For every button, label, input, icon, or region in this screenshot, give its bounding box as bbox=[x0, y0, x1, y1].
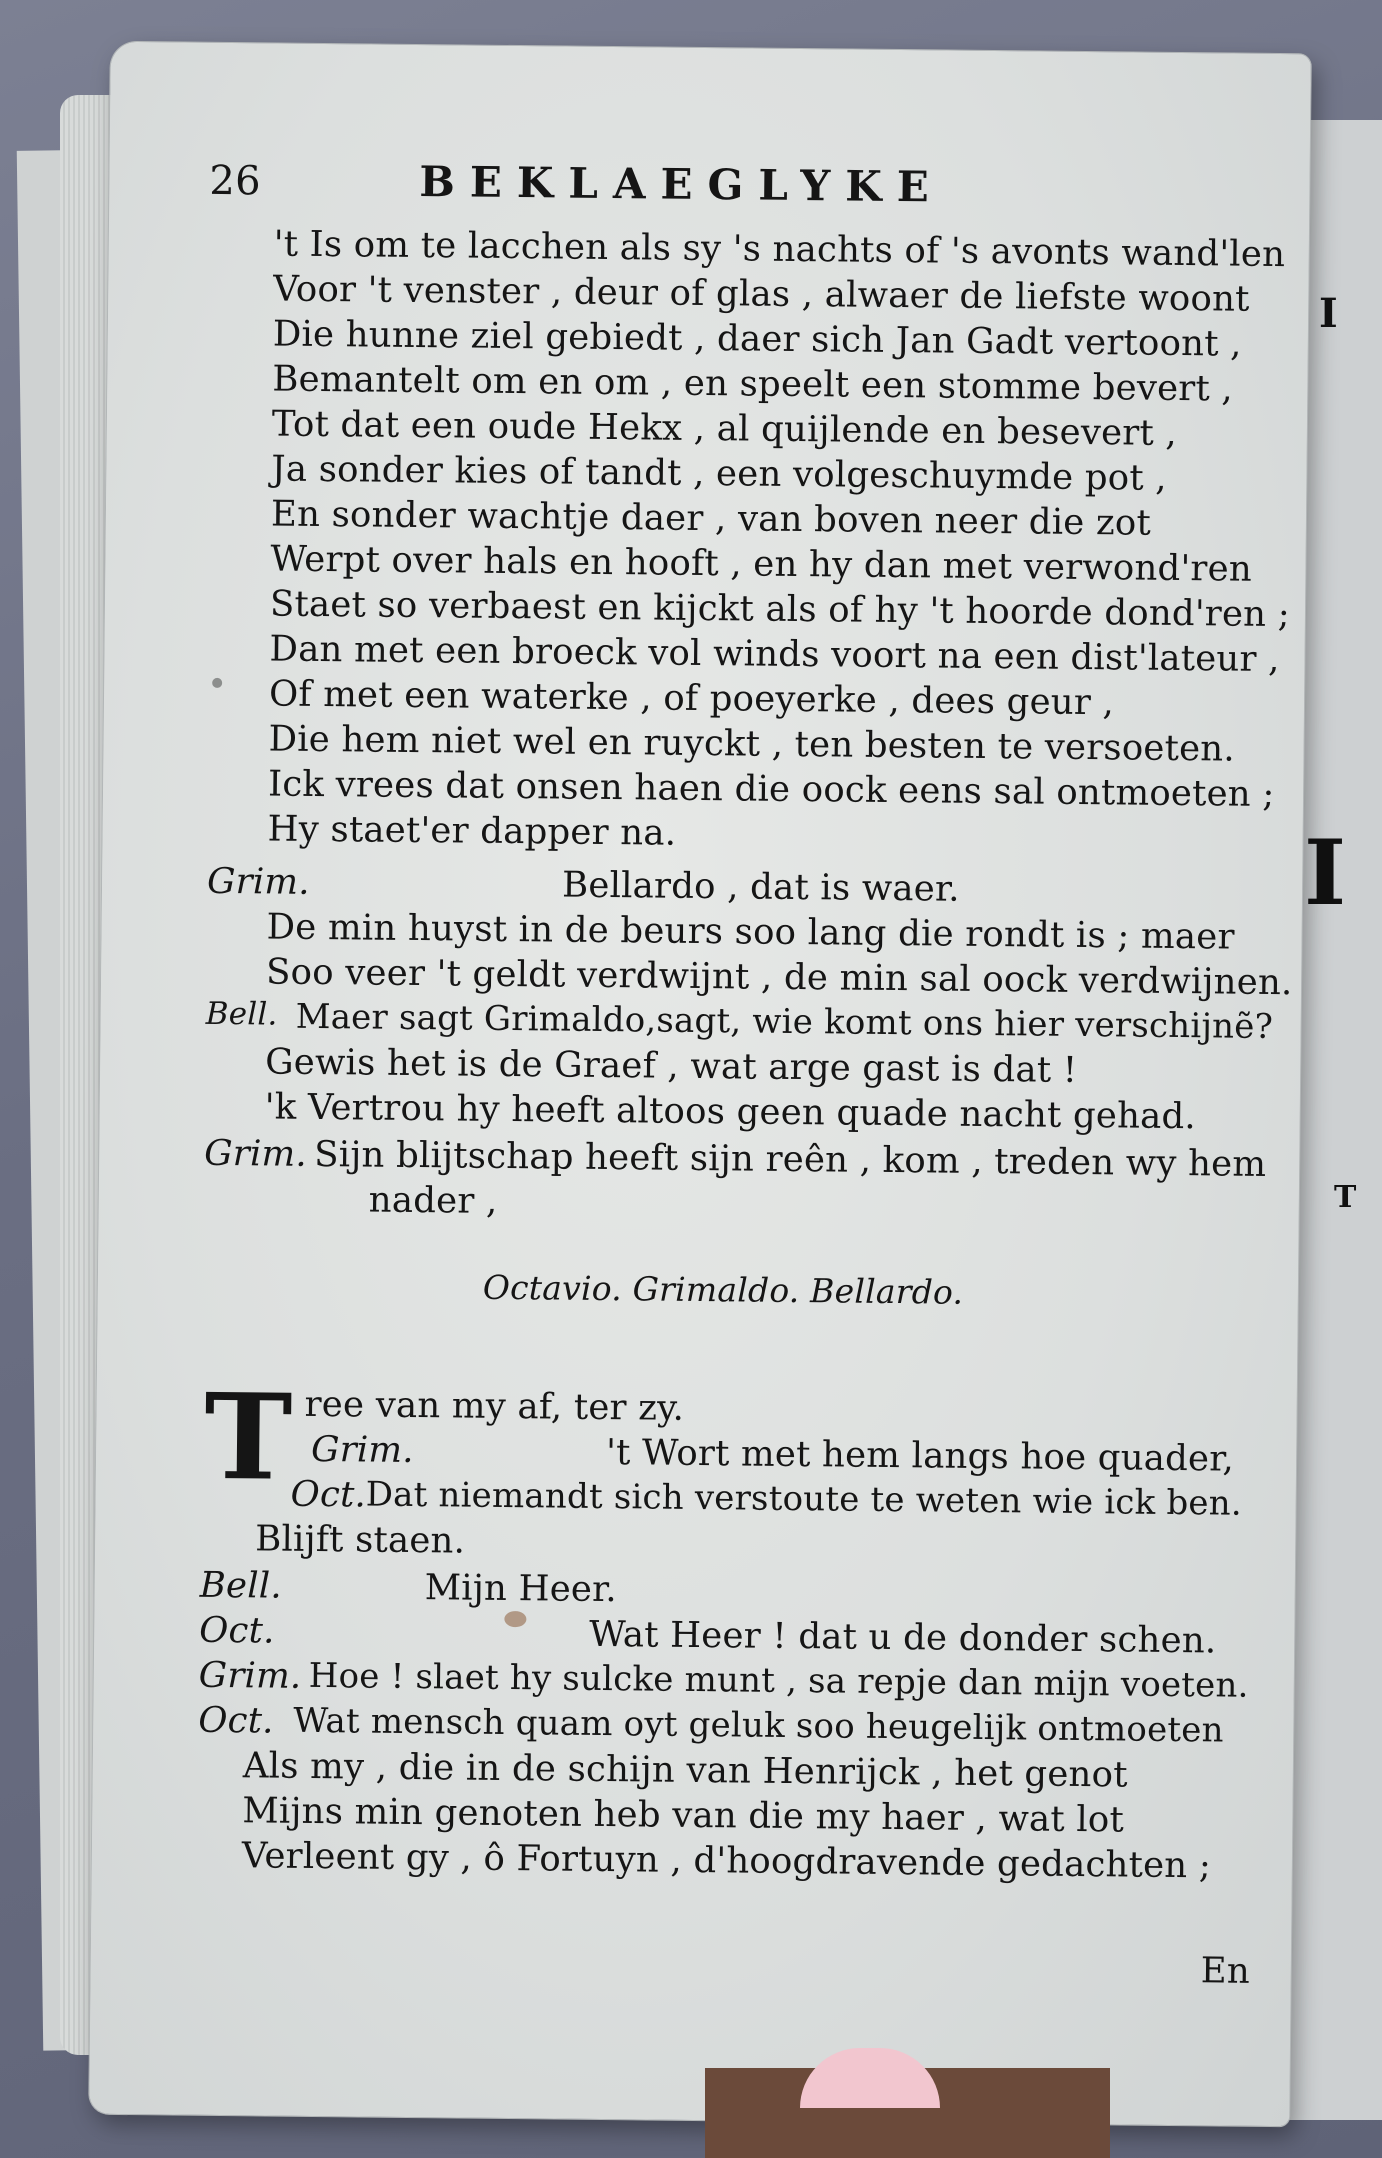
catchword: En bbox=[1200, 1950, 1251, 1992]
verse-line: Of met een waterke , of poeyerke , dees geur , bbox=[268, 673, 1115, 724]
speech-line: De min huyst in de beurs soo lang die rondt is ; maer bbox=[266, 906, 1235, 958]
speech-line: Dat niemandt sich verstoute te weten wie ick ben. bbox=[365, 1474, 1243, 1524]
verse-line: En sonder wachtje daer , van boven neer die zot bbox=[270, 493, 1152, 544]
speaker-label: Bell. bbox=[205, 995, 278, 1033]
speech-line: Wat Heer ! dat u de donder schen. bbox=[589, 1613, 1217, 1662]
speaker-label: Oct. bbox=[199, 1609, 275, 1652]
verse-line: Tot dat een oude Hekx , al quijlende en besevert , bbox=[271, 403, 1178, 454]
verse-line: Dan met een broeck vol winds voort na een dist'lateur , bbox=[269, 628, 1280, 681]
verse-line: Hy staet'er dapper na. bbox=[267, 808, 677, 854]
speech-line: ree van my af, ter zy. bbox=[304, 1383, 685, 1429]
drop-cap: T bbox=[203, 1366, 294, 1507]
speech-line: Sijn blijtschap heeft sijn reên , kom , treden wy hem bbox=[314, 1133, 1267, 1185]
verse-line: 't Is om te lacchen als sy 's nachts of 's avonts wand'len bbox=[273, 223, 1286, 276]
speech-line: Gewis het is de Graef , wat arge gast is dat ! bbox=[264, 1041, 1078, 1091]
page-text bbox=[89, 42, 1311, 2126]
running-head: BEKLAEGLYKE bbox=[419, 157, 945, 212]
speaker-label: Bell. bbox=[199, 1564, 283, 1607]
verse-line: Staet so verbaest en kijckt als of hy 't hoorde dond'ren ; bbox=[269, 583, 1291, 636]
verse-line: Ick vrees dat onsen haen die oock eens sal ontmoeten ; bbox=[267, 763, 1275, 815]
speech-line: Verleent gy , ô Fortuyn , d'hoogdravende gedachten ; bbox=[241, 1835, 1212, 1887]
verse-line: Werpt over hals en hooft , en hy dan met verwond'ren bbox=[270, 538, 1253, 590]
scene-heading: Octavio. Grimaldo. Bellardo. bbox=[482, 1267, 964, 1312]
facing-page-fragment: I bbox=[1304, 820, 1347, 926]
speaker-label: Grim. bbox=[206, 860, 310, 903]
speaker-label: Grim. bbox=[204, 1132, 308, 1175]
speech-line: Mijn Heer. bbox=[424, 1567, 618, 1611]
speaker-label: Oct. bbox=[290, 1473, 367, 1516]
verse-line: Die hem niet wel en ruyckt , ten besten te versoeten. bbox=[268, 718, 1236, 770]
speech-line: Bellardo , dat is waer. bbox=[561, 864, 960, 910]
page-number: 26 bbox=[209, 157, 261, 205]
verse-line: Die hunne ziel gebiedt , daer sich Jan Gadt vertoont , bbox=[272, 313, 1242, 365]
speech-line: nader , bbox=[368, 1179, 498, 1222]
speech-line: Mijns min genoten heb van die my haer , wat lot bbox=[242, 1790, 1125, 1841]
speech-line: Wat mensch quam oyt geluk soo heugelijk ontmoeten bbox=[293, 1700, 1224, 1751]
verse-line: Voor 't venster , deur of glas , alwaer de liefste woont bbox=[273, 268, 1250, 320]
speech-line: Soo veer 't geldt verdwijnt , de min sal oock verdwijnen. bbox=[265, 951, 1293, 1004]
book-page bbox=[89, 42, 1311, 2126]
speech-line: Hoe ! slaet hy sulcke munt , sa repje dan mijn voeten. bbox=[308, 1655, 1249, 1706]
facing-page-fragment: T bbox=[1334, 1180, 1357, 1215]
speech-line: Maer sagt Grimaldo,sagt, wie komt ons hier verschijnẽ? bbox=[295, 996, 1274, 1047]
speaker-label: Grim. bbox=[310, 1428, 415, 1472]
speaker-label: Grim. bbox=[198, 1654, 302, 1697]
verse-line: Ja sonder kies of tandt , een volgeschuymde pot , bbox=[271, 448, 1168, 499]
verse-line: Bemantelt om en om , en speelt een stomme bevert , bbox=[272, 358, 1234, 410]
facing-page-fragment: I bbox=[1319, 290, 1338, 337]
speech-line: 'k Vertrou hy heeft altoos geen quade nacht gehad. bbox=[264, 1086, 1197, 1138]
speaker-label: Oct. bbox=[198, 1699, 274, 1742]
speech-line: 't Wort met hem langs hoe quader, bbox=[605, 1432, 1235, 1480]
speech-line: Als my , die in de schijn van Henrijck , het genot bbox=[242, 1745, 1128, 1796]
speech-line: Blijft staen. bbox=[254, 1518, 466, 1562]
